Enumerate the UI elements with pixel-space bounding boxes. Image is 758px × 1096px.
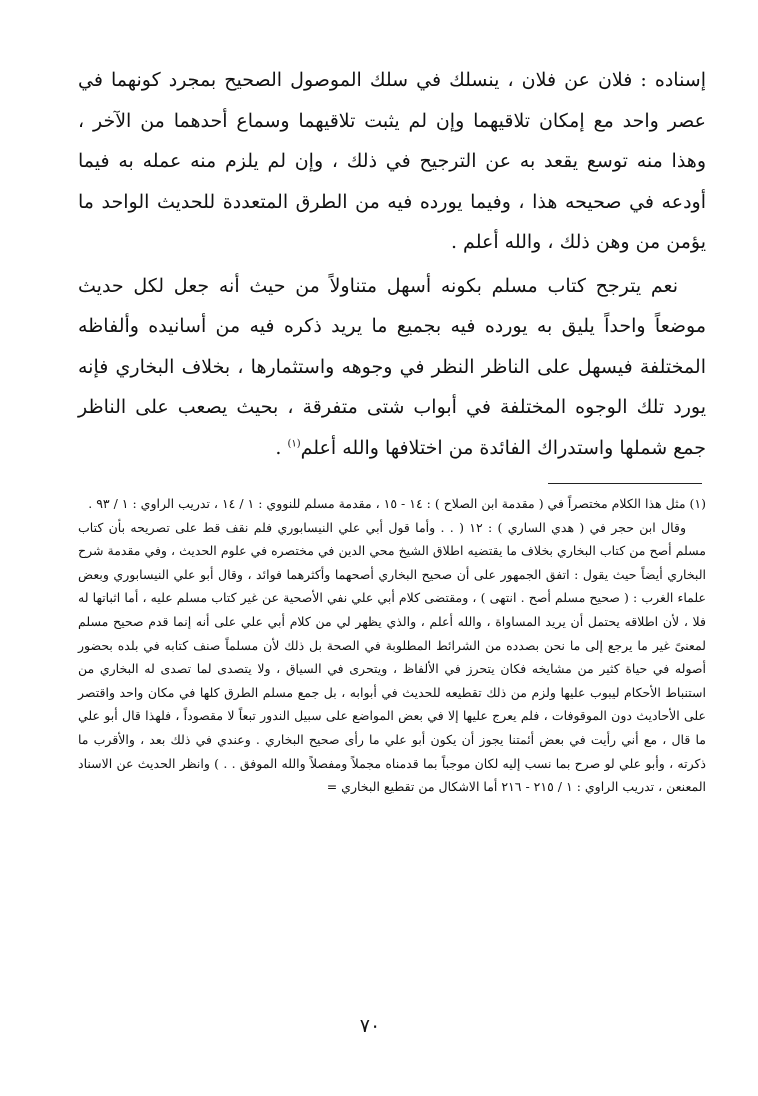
paragraph-1: إسناده : فلان عن فلان ، ينسلك في سلك الموصول الصحيح بمجرد كونهما في عصر واحد مع إمكان تلاقيهما وإن لم يثبت تلاقيهما وسماع أحدهما من الآخر ، وهذا منه توسع يقعد به عن الترجيح في ذلك ، وإن لم يلزم منه عمله به فيما أودعه في صحيحه هذا ، وفيما يورده فيه من الطرق المتعددة للحديث الواحد ما يؤمن من وهن ذلك ، والله أعلم . <box>78 69 706 253</box>
main-text <box>78 60 706 468</box>
paragraph-2-text: نعم يترجح كتاب مسلم بكونه أسهل متناولاً من حيث أنه جعل لكل حديث موضعاً واحداً يليق به يورده فيه بجميع ما يريد ذكره فيه من أسانيده وألفاظه المختلفة فيسهل على الناظر النظر في وجوهه واستثمارها ، بخلاف البخاري فإنه يورد تلك الوجوه المختلفة في أبواب شتى متفرقة ، بحيث يصعب على الناظر جمع شملها واستدراك الفائدة من اختلافها والله أعلم <box>78 274 706 459</box>
footnote-1: (١) مثل هذا الكلام مختصراً في ( مقدمة ابن الصلاح ) : ١٤ - ١٥ ، مقدمة مسلم للنووي : ١ / ١٤ ، تدريب الراوي : ١ / ٩٣ . <box>88 496 706 511</box>
footnotes <box>78 492 706 799</box>
footnote-marker: (١) <box>287 438 301 450</box>
footnote-1-continued: وقال ابن حجر في ( هدي الساري ) : ١٢ ( . . وأما قول أبي علي النيسابوري فلم نقف قط على تصريحه بأن كتاب مسلم أصح من كتاب البخاري بخلاف ما يقتضيه اطلاق الشيخ محي الدين في مختصره في علوم الحديث ، وفي مقدمة شرح البخاري أيضاً حيث يقول : اتفق الجمهور على أن صحيح البخاري أصحهما وأكثرهما فوائد ، وقال أبو علي النيسابوري وبعض علماء الغرب : ( صحيح مسلم أصح . انتهى ) ، ومقتضى كلام أبي علي نفي الأصحية عن غير كتاب مسلم عليه ، أما اثباتها له فلا ، لأن اطلاقه يحتمل أن يريد المساواة ، والله أعلم ، والذي يظهر لي من كلام أبي علي على أنه إنما قدم صحيح مسلم لمعنىً غير ما يرجع إلى ما نحن بصدده من الشرائط المطلوبة في الصحة بل ذلك لأن مسلماً صنف كتابه في بلده بحضور أصوله في حياة كثير من مشايخه فكان يتحرز في الألفاظ ، ويتحرى في السياق ، ولا يتصدى لما تصدى له البخاري من استنباط الأحكام ليبوب عليها ولزم من ذلك تقطيعه للحديث في أبوابه ، بل جمع مسلم الطرق كلها في مكان واحد واقتصر على الأحاديث دون الموقوفات ، فلم يعرج عليها إلا في بعض المواضع على سبيل الندور تبعاً لا مقصوداً ، فلهذا قال أبو علي ما قال ، مع أني رأيت في بعض أئمتنا يجوز أن يكون أبو علي ما رأى صحيح البخاري . وعندي في ذلك بعد ، والأقرب ما ذكرته ، وأبو علي لو صرح بما نسب إليه لكان موجباً بما قدمناه مجملاً ومفصلاً والله الموفق . . ) وانظر الحديث عن الاسناد المعنعن ، تدريب الراوي : ١ / ٢١٥ - ٢١٦ أما الاشكال من تقطيع البخاري = <box>78 519 706 795</box>
footnote-separator <box>548 483 702 484</box>
page-number: ٧٠ <box>359 1015 381 1037</box>
paragraph-2-end: . <box>275 436 288 459</box>
paragraph-2 <box>78 266 706 469</box>
